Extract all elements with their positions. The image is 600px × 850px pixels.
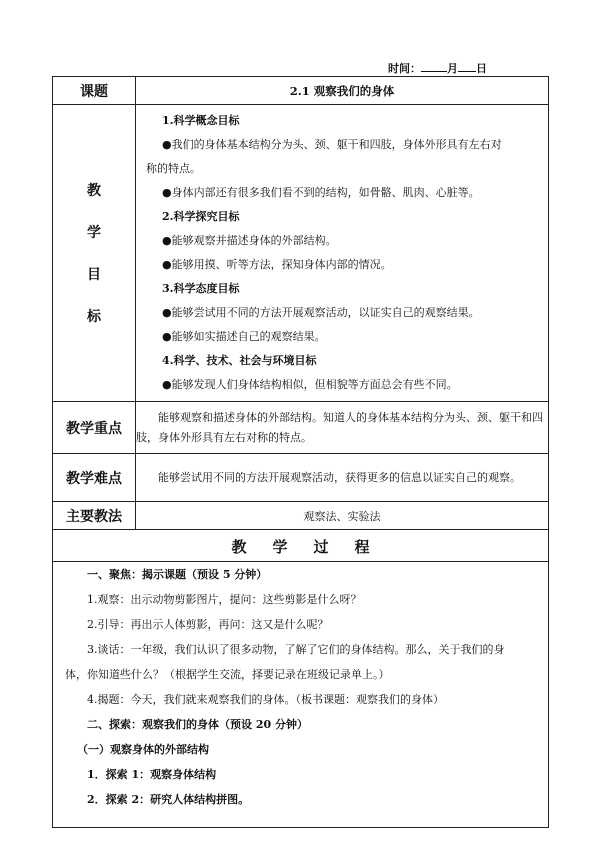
- difficulty-label: 教学难点: [53, 454, 136, 502]
- goal-item: ●我们的身体基本结构分为头、颈、躯干和四肢，身体外形具有左右对: [162, 138, 502, 151]
- process-line: 一、聚焦：揭示课题（预设 5 分钟）: [87, 568, 268, 581]
- day-blank: [458, 62, 476, 72]
- difficulty-row: [53, 454, 549, 502]
- goal-item: ●身体内部还有很多我们看不到的结构，如骨骼、肌肉、心脏等。: [162, 186, 480, 199]
- goal-item: 称的特点。: [146, 162, 201, 175]
- process-line: 3.谈话：一年级，我们认识了很多动物，了解了它们的身体结构。那么，关于我们的身: [87, 643, 505, 656]
- topic-row: [53, 77, 549, 105]
- goal-item: ●能够发现人们身体结构相似，但相貌等方面总会有些不同。: [162, 378, 458, 391]
- goal-item: ●能够观察并描述身体的外部结构。: [162, 234, 337, 247]
- process-line: 4.揭题：今天，我们就来观察我们的身体。（板书课题：观察我们的身体）: [87, 693, 444, 706]
- goals-label-char: 目: [87, 267, 101, 283]
- month-blank: [421, 62, 447, 72]
- goal-subheading: 4.科学、技术、社会与环境目标: [162, 354, 317, 367]
- month-label: 月: [447, 62, 458, 75]
- goal-item: ●能够尝试用不同的方法开展观察活动，以证实自己的观察结果。: [162, 306, 480, 319]
- key-label: 教学重点: [53, 402, 136, 454]
- goals-row: [53, 105, 549, 402]
- topic-value: 2.1 观察我们的身体: [136, 77, 549, 105]
- goal-subheading: 1.科学概念目标: [162, 114, 240, 127]
- process-line: 1.观察：出示动物剪影图片，提问：这些剪影是什么呀？: [87, 593, 362, 606]
- goals-content: [136, 105, 549, 402]
- lesson-plan-table: [52, 76, 549, 828]
- goals-label-char: 标: [87, 309, 101, 325]
- difficulty-text: 能够尝试用不同的方法开展观察活动，获得更多的信息以证实自己的观察。: [136, 454, 549, 502]
- process-line: 2．探索 2：研究人体结构拼图。: [87, 793, 250, 806]
- process-line: 1．探索 1：观察身体结构: [87, 768, 217, 781]
- method-text: 观察法、实验法: [136, 502, 549, 530]
- process-line: 2.引导：再出示人体剪影，再问：这又是什么呢？: [87, 618, 329, 631]
- key-text: 能够观察和描述身体的外部结构。知道人的身体基本结构分为头、颈、躯干和四肢，身体外形具有左右对称的特点。: [136, 402, 549, 454]
- day-label: 日: [476, 62, 487, 75]
- process-line: 体，你知道些什么？（根据学生交流，择要记录在班级记录单上。）: [65, 668, 390, 681]
- key-row: [53, 402, 549, 454]
- process-line: 二、探索：观察我们的身体（预设 20 分钟）: [87, 718, 308, 731]
- goal-item: ●能够如实描述自己的观察结果。: [162, 330, 326, 343]
- goals-label-char: 学: [87, 225, 101, 241]
- process-content: [53, 562, 549, 828]
- process-heading: 教学过程: [53, 530, 549, 562]
- goal-item: ●能够用摸、听等方法，探知身体内部的情况。: [162, 258, 392, 271]
- method-row: [53, 502, 549, 530]
- process-row: [53, 562, 549, 828]
- method-label: 主要教法: [53, 502, 136, 530]
- goal-subheading: 3.科学态度目标: [162, 282, 240, 295]
- date-label: 时间：: [388, 62, 421, 75]
- goals-label-char: 教: [87, 183, 101, 199]
- goal-subheading: 2.科学探究目标: [162, 210, 240, 223]
- process-line: （一）观察身体的外部结构: [77, 743, 209, 756]
- goals-label: [53, 105, 136, 402]
- process-heading-row: [53, 530, 549, 562]
- date-line: [388, 60, 487, 76]
- topic-label: 课题: [53, 77, 136, 105]
